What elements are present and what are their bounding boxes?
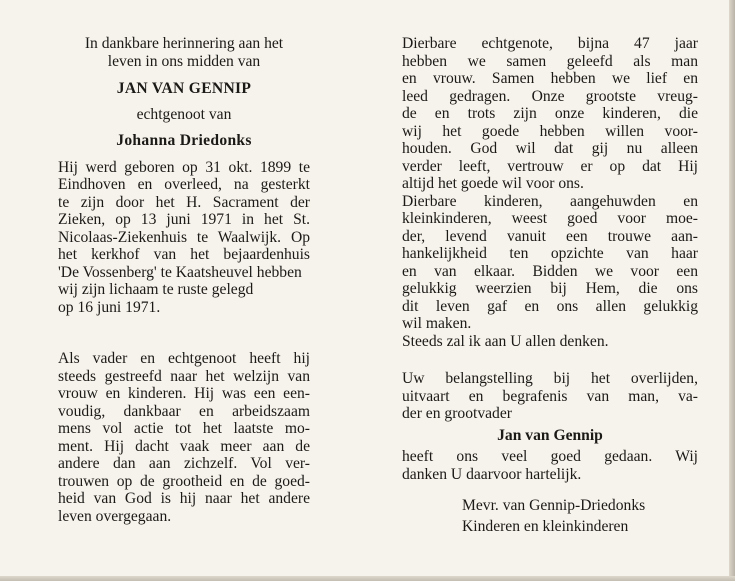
spouse-label: echtgenoot van <box>136 105 232 123</box>
spouse-name: Johanna Driedonks <box>116 132 252 149</box>
spouse-message-paragraph: Dierbare echtgenote, bijna 47 jaar hebben we samen geleefd als man en vrouw. Samen hebben we lief en leed gedragen. Onze grootste vreug- de en trots zijn onze kinderen, die wij het goede hebben willen voor- houden. God wil dat gij nu alleen verder leeft, vertrouw er op dat Hij altijd het goede wil voor ons. <box>402 35 698 192</box>
deceased-name: JAN VAN GENNIP <box>116 80 252 97</box>
left-column <box>58 35 310 525</box>
thanks-name: Jan van Gennip <box>497 426 603 444</box>
thanks-paragraph: heeft ons veel goed gedaan. Wij danken U daarvoor hartelijk. <box>402 448 698 483</box>
thanks-intro-paragraph: Uw belangstelling bij het overlijden, uitvaart en begrafenis van man, va- der en grootvader <box>402 370 698 422</box>
children-message-paragraph: Dierbare kinderen, aangehuwden en kleinkinderen, weest goed voor moe- der, levend vanuit een trouwe aan- hankelijkheid ten opzichte van haar en van elkaar. Bidden we voor een gelukkig weerzien bij Hem, die ons dit leven gaf en ons allen gelukkig wil maken. <box>402 192 698 332</box>
card-edge-shadow-bottom <box>0 576 735 581</box>
closing-line: Steeds zal ik aan U allen denken. <box>402 332 609 350</box>
biography-paragraph: Hij werd geboren op 31 okt. 1899 te Eindhoven en overleed, na gesterkt te zijn door het H. Sacrament der Zieken, op 13 juni 1971 in het St. Nicolaas-Ziekenhuis te Waalwijk. Op het kerkhof van het bejaardenhuis 'De Vossenberg' te Kaatsheuvel hebben wij zijn lichaam te ruste gelegd op 16 juni 1971. <box>58 158 310 316</box>
right-column <box>402 35 698 535</box>
tribute-paragraph: Als vader en echtgenoot heeft hij steeds gestreefd naar het welzijn van vrouw en kinderen. Hij was een een- voudig, dankbaar en arbeidszaam mens vol actie tot het laatste mo- ment. Hij dacht vaak meer aan de andere dan aan zichzelf. Vol ver- trouwen op de grootheid en de goed- heid van God is hij naar het andere leven overgegaan. <box>58 350 310 525</box>
signature-block: Mevr. van Gennip-Driedonks Kinderen en kleinkinderen <box>462 497 646 535</box>
intro-text: In dankbare herinnering aan het leven in ons midden van <box>84 35 284 70</box>
card-edge-shadow-right <box>729 0 735 581</box>
